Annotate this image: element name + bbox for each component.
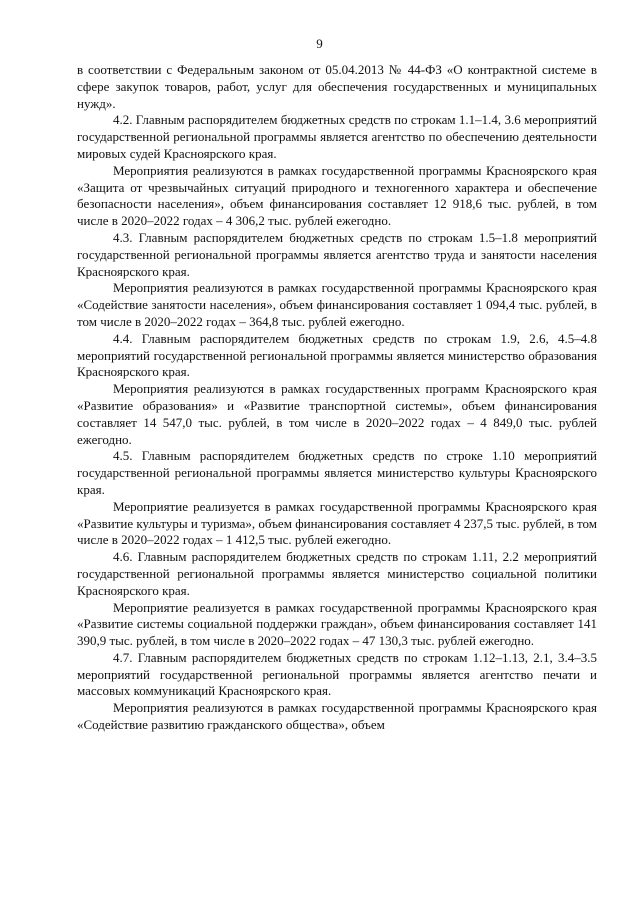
page-number: 9 [316, 36, 323, 51]
paragraph-4-2-emergency-program: Мероприятия реализуются в рамках государственной программы Красноярского края «Защита от чрезвычайных ситуаций природного и техногенного характера и обеспечение безопасности населения», объем финансирования составляет 12 918,6 тыс. рублей, в том числе в 2020–2022 годах – 4 306,2 тыс. рублей ежегодно. [77, 162, 597, 229]
paragraph-4-7-civil-society-program: Мероприятия реализуются в рамках государственной программы Красноярского края «Содействие развитию гражданского общества», объем [77, 700, 597, 733]
paragraph-4-2-magistrates-agency: 4.2. Главным распорядителем бюджетных средств по строкам 1.1–1.4, 3.6 мероприятий государственной региональной программы является агентство по обеспечению деятельности мировых судей Красноярского края. [77, 112, 597, 161]
paragraph-4-5-culture-ministry: 4.5. Главным распорядителем бюджетных средств по строке 1.10 мероприятий государственной региональной программы является министерство культуры Красноярского края. [77, 448, 597, 497]
document-body [77, 62, 597, 734]
paragraph-4-3-labor-agency: 4.3. Главным распорядителем бюджетных средств по строкам 1.5–1.8 мероприятий государственной региональной программы является агентство труда и занятости населения Красноярского края. [77, 229, 597, 279]
paragraph-4-5-culture-program: Мероприятие реализуется в рамках государственной программы Красноярского края «Развитие культуры и туризма», объем финансирования составляет 4 237,5 тыс. рублей, в том числе в 2020–2022 годах – 1 412,5 тыс. рублей ежегодно. [77, 498, 597, 548]
paragraph-4-3-employment-program: Мероприятия реализуются в рамках государственной программы Красноярского края «Содействие занятости населения», объем финансирования составляет 1 094,4 тыс. рублей, в том числе в 2020–2022 годах – 364,8 тыс. рублей ежегодно. [77, 280, 597, 329]
paragraph-4-4-education-ministry: 4.4. Главным распорядителем бюджетных средств по строкам 1.9, 2.6, 4.5–4.8 мероприятий государственной региональной программы является министерство образования Красноярского края. [77, 330, 597, 380]
paragraph-4-6-social-ministry: 4.6. Главным распорядителем бюджетных средств по строкам 1.11, 2.2 мероприятий государственной региональной программы является министерство социальной политики Красноярского края. [77, 549, 597, 598]
paragraph-contract-system: в соответствии с Федеральным законом от 05.04.2013 № 44-ФЗ «О контрактной системе в сфере закупок товаров, работ, услуг для обеспечения государственных и муниципальных нужд». [77, 62, 597, 111]
paragraph-4-7-press-agency: 4.7. Главным распорядителем бюджетных средств по строкам 1.12–1.13, 2.1, 3.4–3.5 мероприятий государственной региональной программы является агентство печати и массовых коммуникаций Красноярского края. [77, 649, 597, 699]
paragraph-4-6-social-program: Мероприятие реализуется в рамках государственной программы Красноярского края «Развитие системы социальной поддержки граждан», объем финансирования составляет 141 390,9 тыс. рублей, в том числе в 2020–2022 годах – 47 130,3 тыс. рублей ежегодно. [77, 599, 597, 649]
paragraph-4-4-education-programs: Мероприятия реализуются в рамках государственных программ Красноярского края «Развитие образования» и «Развитие транспортной системы», объем финансирования составляет 14 547,0 тыс. рублей, в том числе в 2020–2022 годах – 4 849,0 тыс. рублей ежегодно. [77, 381, 597, 447]
